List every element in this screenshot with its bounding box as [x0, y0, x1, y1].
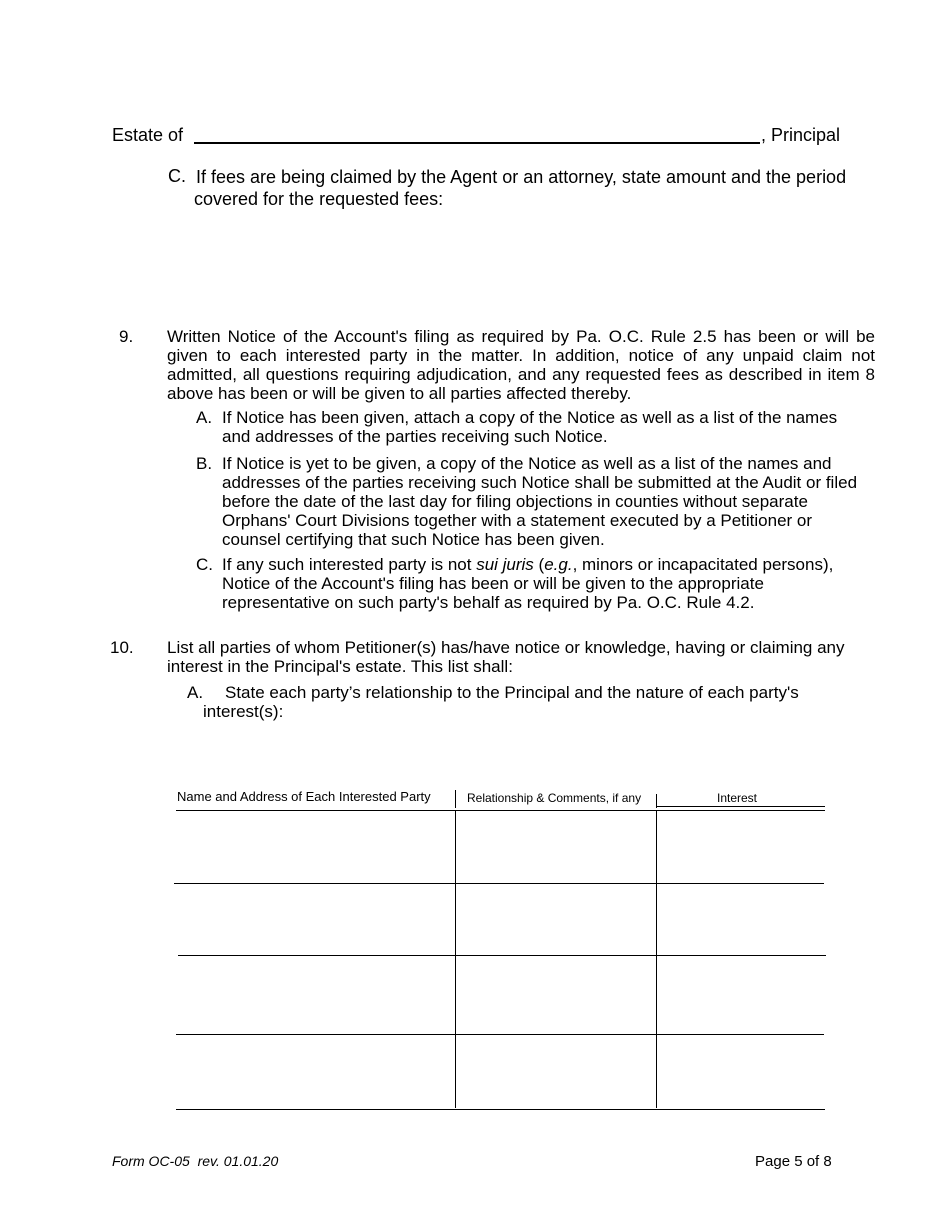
- header-rule-bottom: [176, 810, 825, 811]
- cell-relationship[interactable]: [457, 1036, 655, 1108]
- cell-relationship[interactable]: [457, 812, 655, 882]
- item-8c-text: If fees are being claimed by the Agent or an attorney, state amount and the period covered for the requested fees:: [194, 167, 847, 209]
- cell-interest[interactable]: [658, 1036, 824, 1108]
- item-9c-italic-eg: e.g.: [544, 555, 573, 574]
- item-9b-marker: B.: [196, 454, 213, 473]
- cell-name-address[interactable]: [176, 885, 454, 954]
- principal-suffix: , Principal: [761, 125, 841, 145]
- cell-interest[interactable]: [658, 885, 824, 954]
- item-10a-marker: A.: [187, 683, 204, 702]
- table-header-name-address: Name and Address of Each Interested Party: [177, 789, 431, 804]
- header-tick-2: [656, 794, 657, 808]
- row-rule-2: [178, 955, 826, 956]
- item-9c-text-3: , minors or incapacitated persons), Notice of the Account's filing has been or will be given to the appropriate representative on such party's behalf as required by Pa. O.C. Rule 4.2.: [222, 555, 834, 612]
- item-9c-italic-sui-juris: sui juris: [476, 555, 534, 574]
- item-9b-text: If Notice is yet to be given, a copy of the Notice as well as a list of the names and addresses of the parties receiving such Notice shall be submitted at the Audit or filed before the date of the last day for filing objections in counties without separate Orphans' Court Divisions together with a statement executed by a Petitioner or counsel certifying that such Notice has been given.: [222, 454, 858, 549]
- cell-name-address[interactable]: [176, 957, 454, 1033]
- item-9-number: 9.: [119, 327, 134, 346]
- cell-relationship[interactable]: [457, 885, 655, 954]
- item-9c-text-2: (: [533, 555, 545, 574]
- row-rule-3: [176, 1034, 824, 1035]
- item-10-number: 10.: [110, 638, 134, 657]
- estate-header: [112, 124, 852, 148]
- item-9a-text: If Notice has been given, attach a copy of the Notice as well as a list of the names and addresses of the parties receiving such Notice.: [222, 408, 838, 446]
- table-header-relationship: Relationship & Comments, if any: [467, 791, 642, 805]
- estate-label: Estate of: [112, 125, 184, 145]
- item-9a-marker: A.: [196, 408, 213, 427]
- table-row: [176, 957, 825, 1033]
- page-number: Page 5 of 8: [755, 1153, 832, 1170]
- header-rule-top: [657, 806, 825, 807]
- item-9-text: Written Notice of the Account's filing as required by Pa. O.C. Rule 2.5 has been or will be given to each interested party in the matter. In addition, notice of any unpaid claim not admitted, all questions requiring adjudication, and any requested fees as described in item 8 above has been or will be given to all parties affected thereby.: [167, 327, 875, 403]
- item-8c-answer-area[interactable]: [194, 212, 874, 312]
- item-9c-text-1: If any such interested party is not: [222, 555, 477, 574]
- cell-interest[interactable]: [658, 957, 824, 1033]
- table-row: [176, 812, 825, 882]
- item-10a-text: State each party’s relationship to the Principal and the nature of each party's interest(s):: [203, 683, 799, 721]
- cell-interest[interactable]: [658, 812, 824, 882]
- row-rule-1: [174, 883, 824, 884]
- table-row: [176, 1036, 825, 1108]
- estate-name-field[interactable]: [194, 124, 760, 144]
- cell-relationship[interactable]: [457, 957, 655, 1033]
- table-header-interest: Interest: [717, 791, 758, 805]
- cell-name-address[interactable]: [176, 812, 454, 882]
- item-10-text: List all parties of whom Petitioner(s) has/have notice or knowledge, having or claiming any interest in the Principal's estate. This list shall:: [167, 638, 845, 676]
- item-8c-marker: C.: [168, 166, 186, 186]
- item-9c-marker: C.: [196, 555, 213, 574]
- form-id: Form OC-05 rev. 01.01.20: [112, 1153, 279, 1169]
- header-tick-1: [455, 790, 456, 808]
- item-9c-text: [222, 555, 874, 612]
- cell-name-address[interactable]: [176, 1036, 454, 1108]
- row-rule-4: [176, 1109, 825, 1110]
- table-row: [176, 885, 825, 954]
